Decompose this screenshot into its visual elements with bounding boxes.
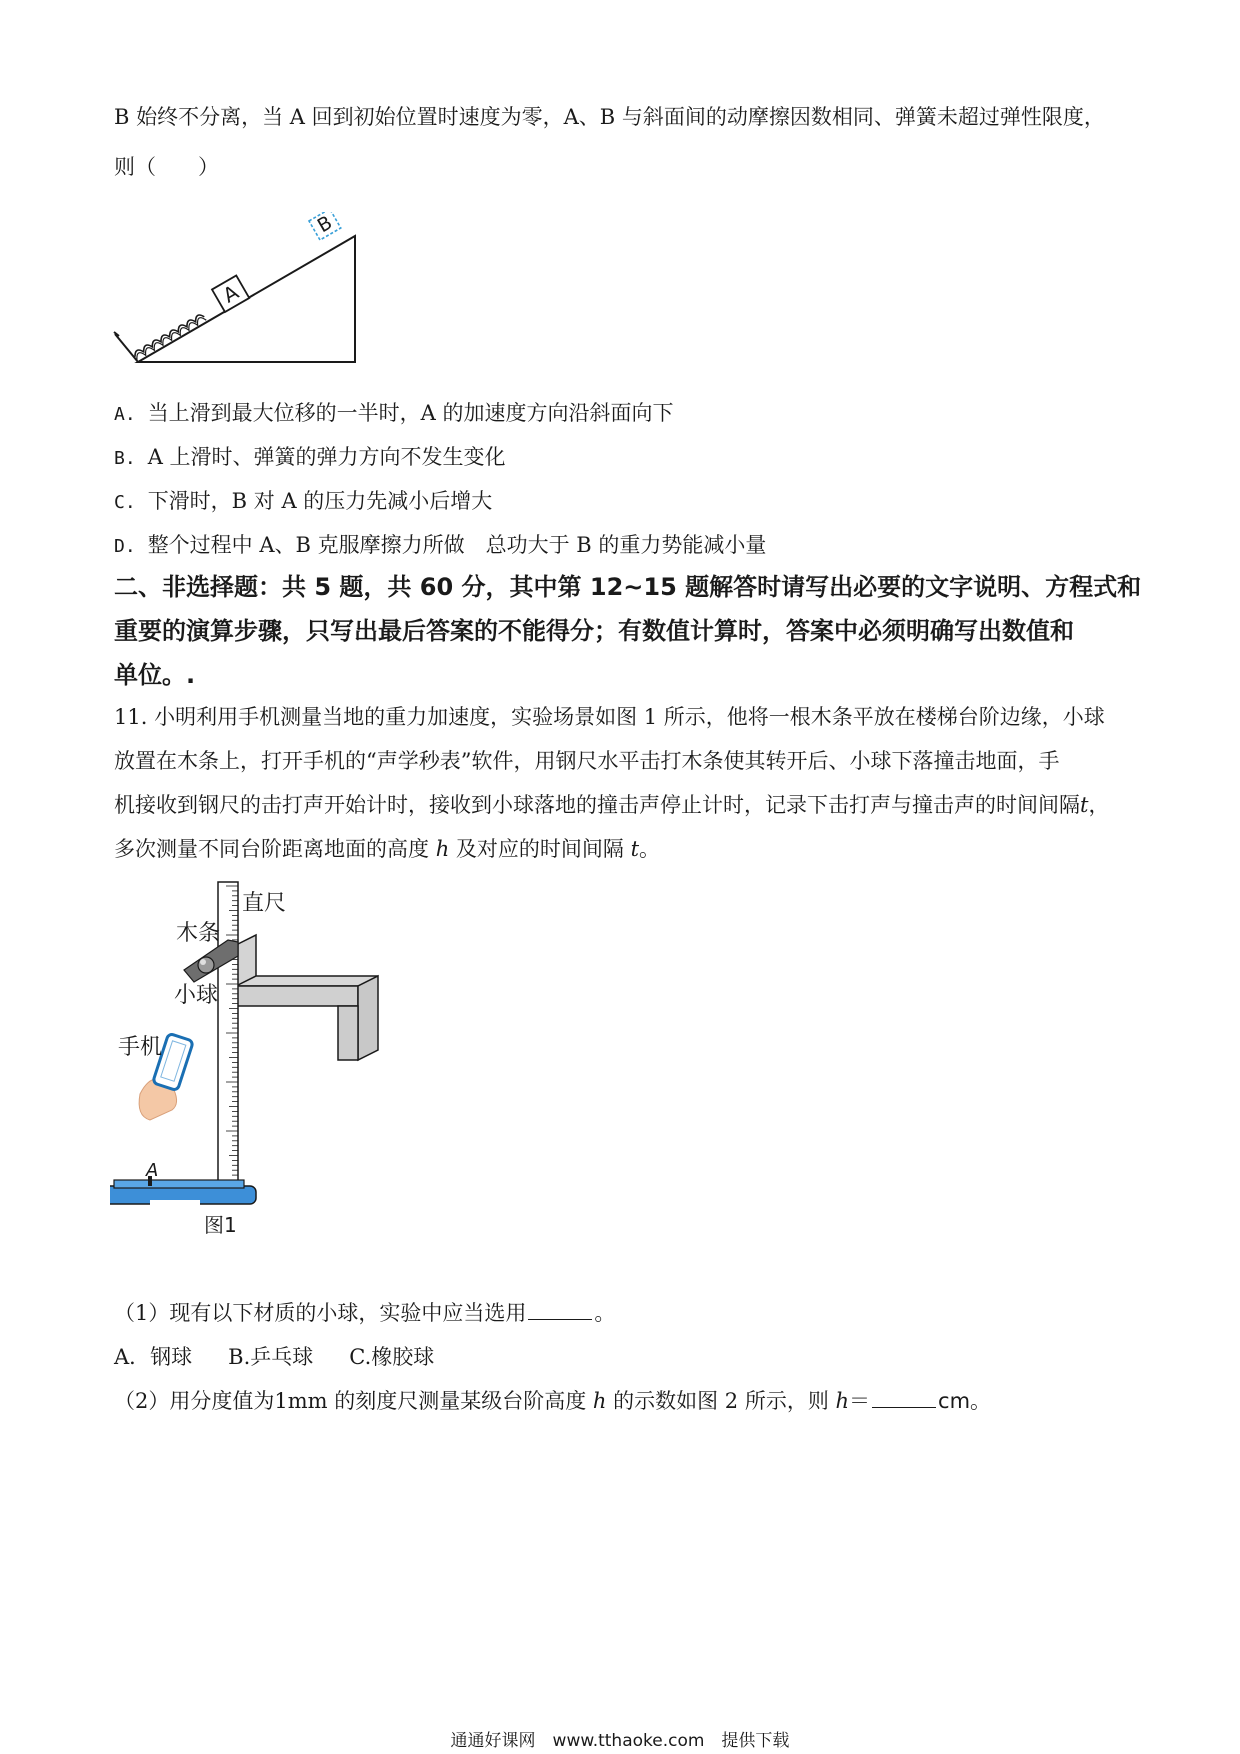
option-c-text: 下滑时，B 对 A 的压力先减小后增大 — [147, 489, 493, 513]
ruler — [218, 882, 238, 1182]
sub2-text-b: 的示数如图 2 所示，则 — [606, 1389, 836, 1413]
option-c-letter: C. — [114, 492, 136, 513]
var-h: h — [435, 837, 450, 861]
option-b[interactable] — [114, 442, 506, 474]
q11-line-2: 放置在木条上，打开手机的“声学秒表”软件，用钢尺水平击打木条使其转开后、小球下落撞击地面，手 — [114, 749, 1060, 773]
option-b-text: A 上滑时、弹簧的弹力方向不发生变化 — [147, 445, 506, 469]
sub1-choices — [114, 1342, 434, 1372]
label-phone: 手机 — [118, 1035, 163, 1060]
sub2-line — [114, 1386, 991, 1416]
option-b-letter: B. — [114, 448, 136, 469]
sub2-var-h2: h — [835, 1389, 850, 1413]
label-ball: 小球 — [174, 983, 219, 1008]
footer-credit: 通通好课网 www.tthaoke.com 提供下载 — [450, 1731, 790, 1751]
choice-pingpong-ball[interactable]: B.乒乓球 — [228, 1345, 314, 1369]
block-b — [309, 212, 341, 240]
q11-line-3-end: ， — [1088, 793, 1110, 817]
sub2-end: 。 — [970, 1389, 992, 1413]
var-t-2: t — [630, 837, 640, 861]
section2-line-1: 二、非选择题：共 5 题，共 60 分，其中第 12~15 题解答时请写出必要的文字说明、方程式和 — [114, 573, 1142, 601]
ball-icon — [198, 957, 214, 973]
answer-blank-2[interactable] — [872, 1387, 936, 1408]
option-d[interactable] — [114, 530, 766, 562]
option-a[interactable] — [114, 398, 674, 430]
q11-line-3-text: 机接收到钢尺的击打声开始计时，接收到小球落地的撞击声停止计时，记录下击打声与撞击声的时间间隔 — [114, 793, 1080, 817]
sub1-end: 。 — [594, 1301, 616, 1325]
section2-line-3: 单位。. — [114, 661, 196, 689]
sub2-eq: ＝ — [849, 1389, 871, 1413]
option-d-text: 整个过程中 A、B 克服摩擦力所做 总功大于 B 的重力势能减小量 — [147, 533, 767, 557]
sub2-unit: cm — [938, 1389, 971, 1413]
block-b-label: B — [313, 212, 337, 238]
intro-line-1: B 始终不分离，当 A 回到初始位置时速度为零，A、B 与斜面间的动摩擦因数相同、弹簧未超过弹性限度， — [114, 105, 1105, 129]
intro-line-2: 则（ ） — [114, 155, 219, 179]
choice-rubber-ball[interactable]: C.橡胶球 — [349, 1345, 435, 1369]
section2-line-2: 重要的演算步骤，只写出最后答案的不能得分；有数值计算时，答案中必须明确写出数值和 — [114, 617, 1074, 645]
figure-1-caption: 图1 — [204, 1213, 237, 1237]
q11-line-3 — [114, 790, 1109, 820]
q11-line-4-end: 。 — [639, 837, 661, 861]
choice-steel-ball[interactable]: A．钢球 — [114, 1345, 193, 1369]
label-ruler: 直尺 — [242, 891, 287, 916]
spring-wall — [115, 334, 138, 362]
block-a-label: A — [218, 279, 243, 308]
sub2-var-h: h — [592, 1389, 607, 1413]
ruler-base — [110, 1176, 256, 1208]
answer-blank-1[interactable] — [528, 1299, 592, 1320]
sub1-line — [114, 1298, 615, 1328]
sub1-text: （1）现有以下材质的小球，实验中应当选用 — [114, 1301, 527, 1325]
q11-line-4 — [114, 834, 660, 864]
spring-icon — [133, 313, 207, 360]
label-point-a: A — [146, 1160, 159, 1181]
q11-line-4-b: 及对应的时间间隔 — [449, 837, 631, 861]
label-stick: 木条 — [176, 921, 221, 946]
sub2-text-a: （2）用分度值为1mm 的刻度尺测量某级台阶高度 — [114, 1389, 593, 1413]
stair-step-top — [236, 976, 378, 986]
q11-line-1: 11. 小明利用手机测量当地的重力加速度，实验场景如图 1 所示，他将一根木条平放在楼梯台阶边缘，小球 — [114, 705, 1105, 729]
option-c[interactable] — [114, 486, 492, 518]
block-a — [212, 275, 249, 312]
option-a-text: 当上滑到最大位移的一半时，A 的加速度方向沿斜面向下 — [147, 401, 674, 425]
var-t: t — [1080, 793, 1089, 817]
option-a-letter: A. — [114, 404, 136, 425]
q11-line-4-a: 多次测量不同台阶距离地面的高度 — [114, 837, 436, 861]
option-d-letter: D. — [114, 536, 136, 557]
incline-figure — [110, 212, 370, 372]
